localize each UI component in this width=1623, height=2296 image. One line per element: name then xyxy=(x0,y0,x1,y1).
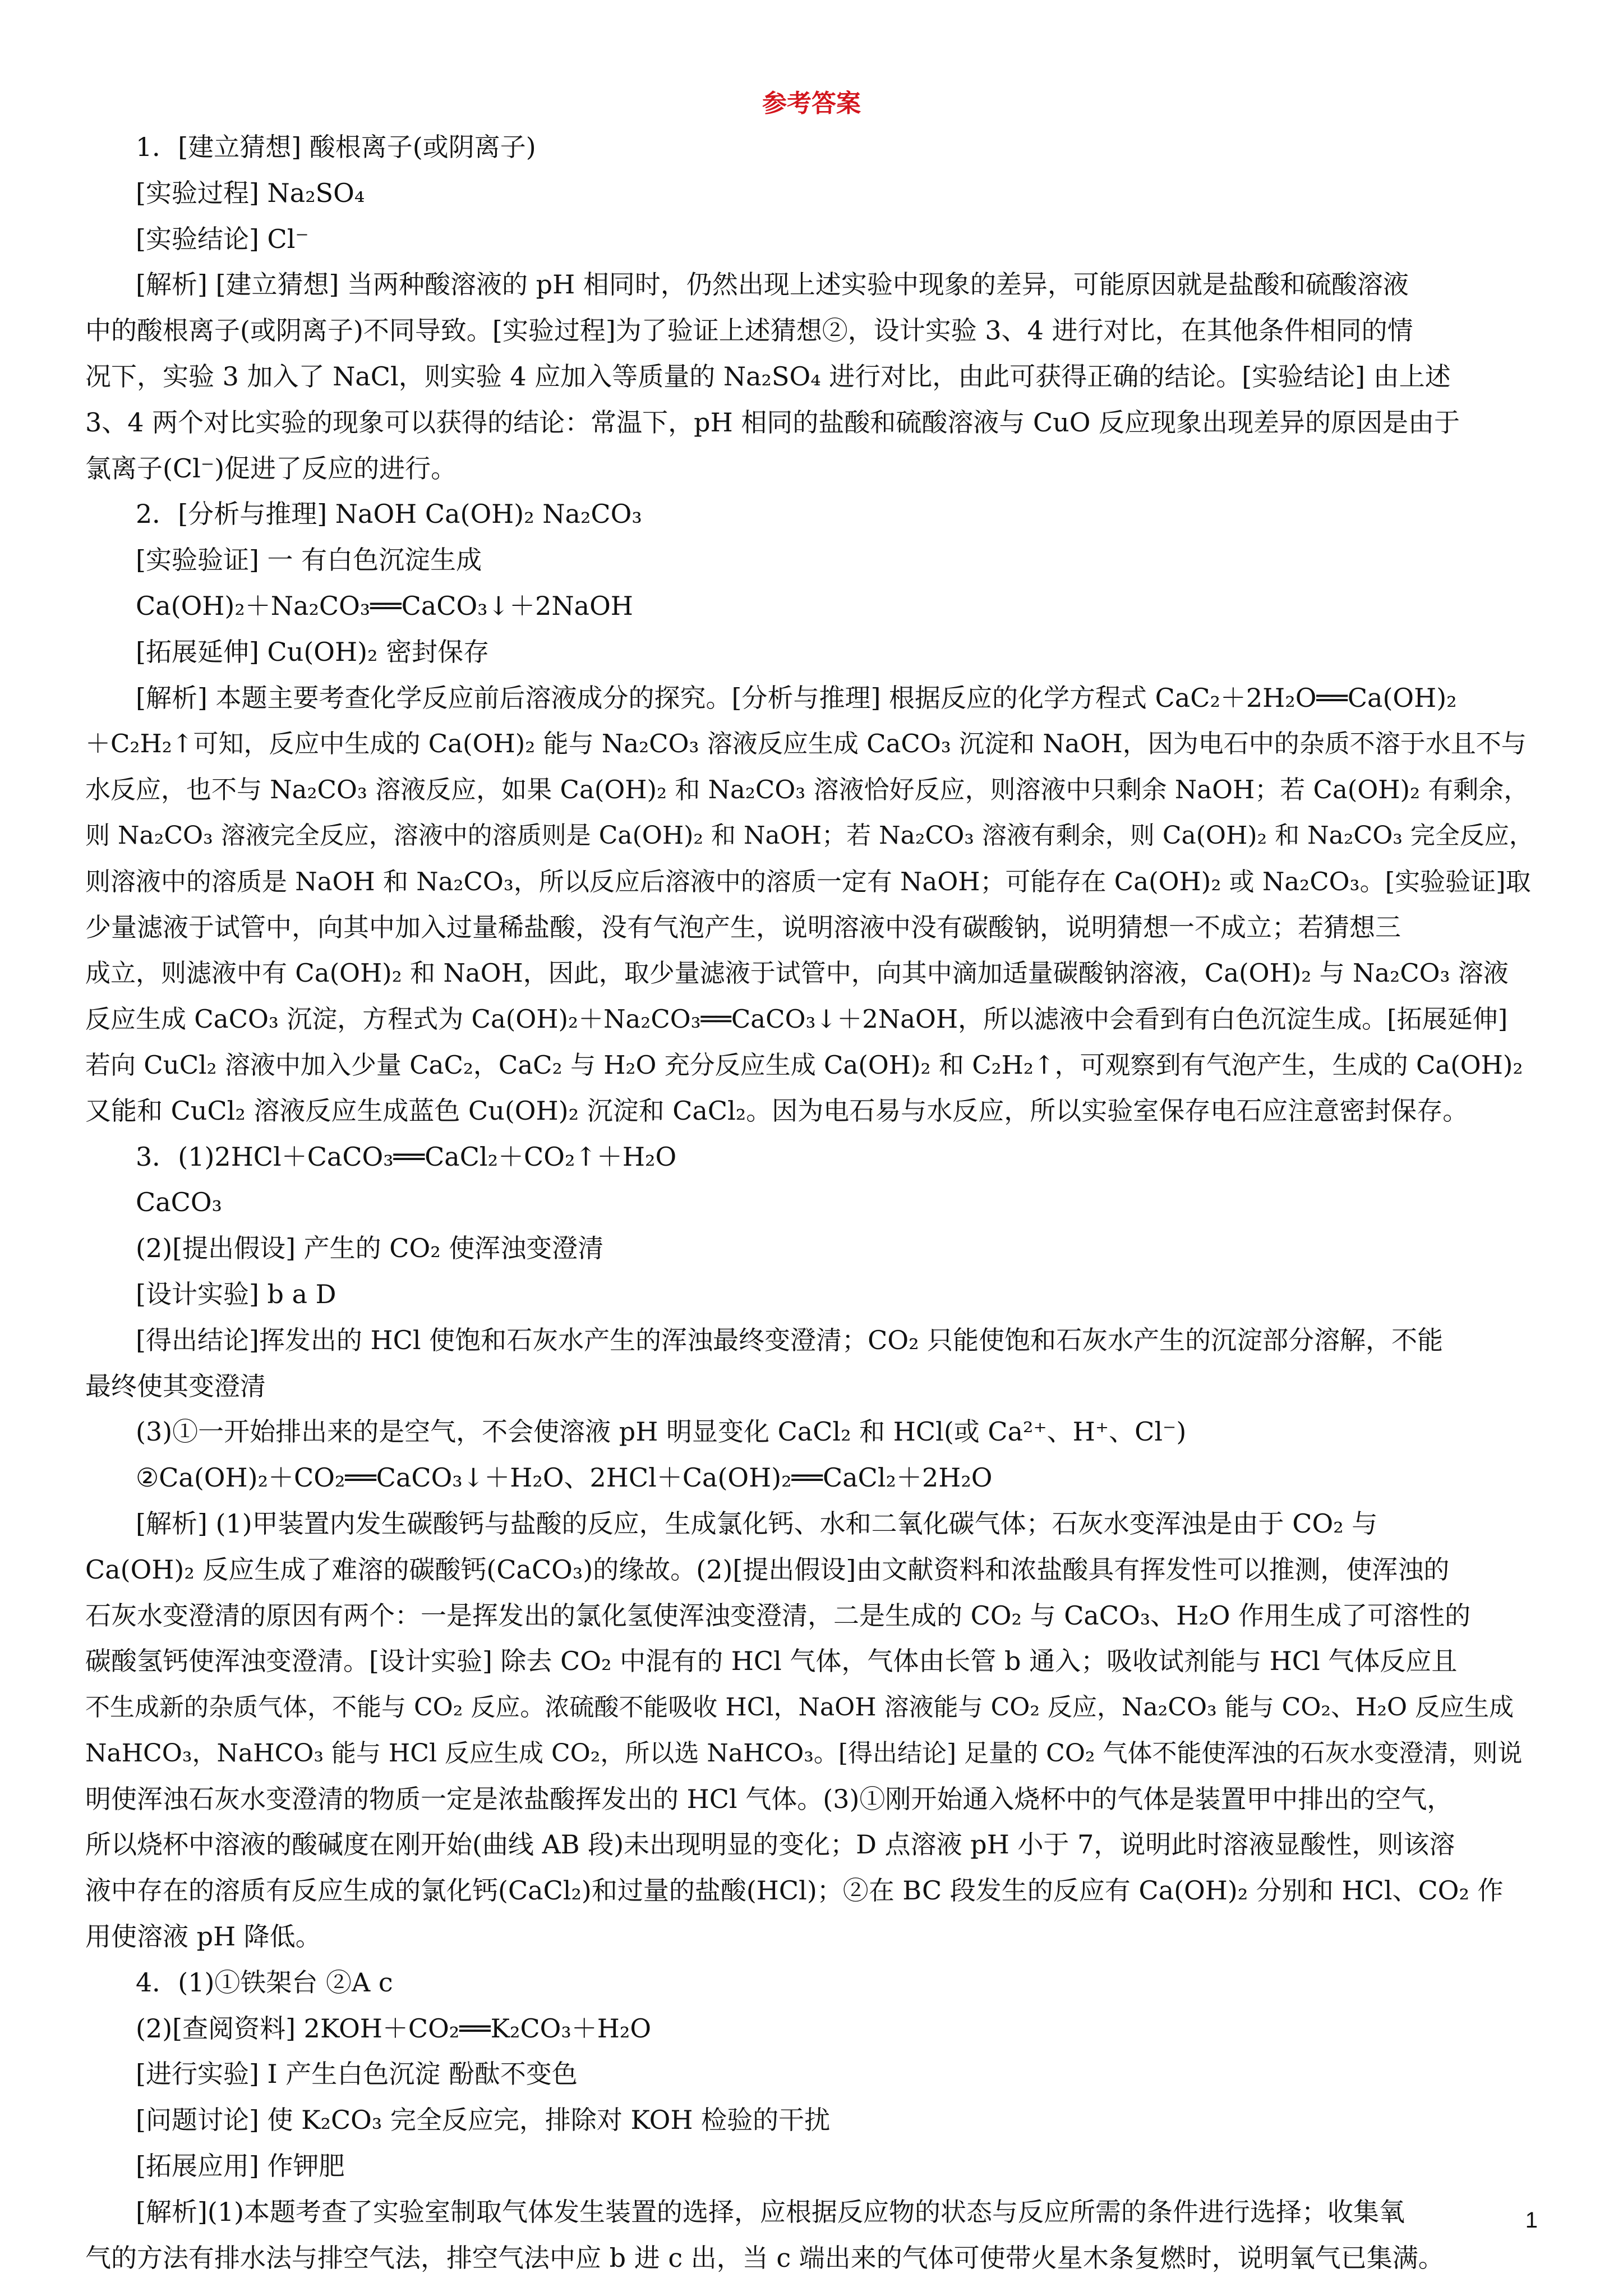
text-line: 最终使其变澄清 xyxy=(85,1370,266,1401)
text-line: 水反应，也不与 Na₂CO₃ 溶液反应，如果 Ca(OH)₂ 和 Na₂CO₃ 溶液恰好反应，则溶液中只剩余 NaOH；若 Ca(OH)₂ 有剩余， xyxy=(85,775,1529,805)
answer-content xyxy=(85,125,1538,2281)
text-line: 若向 CuCl₂ 溶液中加入少量 CaC₂，CaC₂ 与 H₂O 充分反应生成 Ca(OH)₂ 和 C₂H₂↑，可观察到有气泡产生，生成的 Ca(OH)₂ xyxy=(85,1050,1523,1080)
text-line: [进行实验] Ⅰ 产生白色沉淀 酚酞不变色 xyxy=(136,2059,578,2090)
text-line: Ca(OH)₂ 反应生成了难溶的碳酸钙(CaCO₃)的缘故。(2)[提出假设]由文献资料和浓盐酸具有挥发性可以推测，使浑浊的 xyxy=(85,1554,1450,1585)
text-line: 用使溶液 pH 降低。 xyxy=(85,1921,321,1952)
text-line: [设计实验] b a D xyxy=(136,1278,336,1309)
text-line: [拓展延伸] Cu(OH)₂ 密封保存 xyxy=(136,636,490,667)
page-title: 参考答案 xyxy=(762,89,861,118)
text-line: 氯离子(Cl⁻)促进了反应的进行。 xyxy=(85,453,457,484)
text-line: 又能和 CuCl₂ 溶液反应生成蓝色 Cu(OH)₂ 沉淀和 CaCl₂。因为电石易与水反应，所以实验室保存电石应注意密封保存。 xyxy=(85,1095,1469,1126)
text-line: 则 Na₂CO₃ 溶液完全反应，溶液中的溶质则是 Ca(OH)₂ 和 NaOH；若 Na₂CO₃ 溶液有剩余，则 Ca(OH)₂ 和 Na₂CO₃ 完全反应， xyxy=(85,821,1534,850)
text-line: [实验验证] 一 有白色沉淀生成 xyxy=(136,545,482,576)
text-line: 成立，则滤液中有 Ca(OH)₂ 和 NaOH，因此，取少量滤液于试管中，向其中滴加适量碳酸钠溶液，Ca(OH)₂ 与 Na₂CO₃ 溶液 xyxy=(85,958,1509,988)
text-line: 少量滤液于试管中，向其中加入过量稀盐酸，没有气泡产生，说明溶液中没有碳酸钠，说明猜想一不成立；若猜想三 xyxy=(85,912,1401,942)
text-line: NaHCO₃，NaHCO₃ 能与 HCl 反应生成 CO₂，所以选 NaHCO₃。[得出结论] 足量的 CO₂ 气体不能使浑浊的石灰水变澄清，则说 xyxy=(85,1738,1523,1768)
text-line: [实验结论] Cl⁻ xyxy=(136,223,309,254)
text-line: [问题讨论] 使 K₂CO₃ 完全反应完，排除对 KOH 检验的干扰 xyxy=(136,2105,831,2136)
text-line: [实验过程] Na₂SO₄ xyxy=(136,177,365,208)
text-line: (3)①一开始排出来的是空气，不会使溶液 pH 明显变化 CaCl₂ 和 HCl(或 Ca²⁺、H⁺、Cl⁻) xyxy=(136,1416,1187,1447)
text-line: [解析] 本题主要考查化学反应前后溶液成分的探究。[分析与推理] 根据反应的化学方程式 CaC₂＋2H₂O══Ca(OH)₂ xyxy=(136,682,1457,713)
text-line: [解析](1)本题考查了实验室制取气体发生装置的选择，应根据反应物的状态与反应所需的条件进行选择；收集氧 xyxy=(136,2196,1405,2227)
text-line: 反应生成 CaCO₃ 沉淀，方程式为 Ca(OH)₂＋Na₂CO₃══CaCO₃↓＋2NaOH，所以滤液中会看到有白色沉淀生成。[拓展延伸] xyxy=(85,1004,1508,1034)
text-line: 中的酸根离子(或阴离子)不同导致。[实验过程]为了验证上述猜想②，设计实验 3、4 进行对比，在其他条件相同的情 xyxy=(85,315,1413,346)
text-line: 3．(1)2HCl＋CaCO₃══CaCl₂＋CO₂↑＋H₂O xyxy=(136,1141,677,1172)
text-line: CaCO₃ xyxy=(136,1187,222,1218)
text-line: 石灰水变澄清的原因有两个：一是挥发出的氯化氢使浑浊变澄清，二是生成的 CO₂ 与 CaCO₃、H₂O 作用生成了可溶性的 xyxy=(85,1600,1471,1631)
text-line: Ca(OH)₂＋Na₂CO₃══CaCO₃↓＋2NaOH xyxy=(136,590,633,621)
text-line: [解析] (1)甲装置内发生碳酸钙与盐酸的反应，生成氯化钙、水和二氧化碳气体；石灰水变浑浊是由于 CO₂ 与 xyxy=(136,1508,1378,1539)
page-number: 1 xyxy=(1525,2208,1538,2233)
text-line: 气的方法有排水法与排空气法，排空气法中应 b 进 c 出，当 c 端出来的气体可使带火星木条复燃时，说明氧气已集满。 xyxy=(85,2242,1444,2273)
text-line: 4．(1)①铁架台 ②A c xyxy=(136,1967,393,1998)
text-line: 明使浑浊石灰水变澄清的物质一定是浓盐酸挥发出的 HCl 气体。(3)①刚开始通入烧杯中的气体是装置甲中排出的空气， xyxy=(85,1783,1453,1814)
text-line: [得出结论]挥发出的 HCl 使饱和石灰水产生的浑浊最终变澄清；CO₂ 只能使饱和石灰水产生的沉淀部分溶解，不能 xyxy=(136,1324,1444,1355)
text-line: ②Ca(OH)₂＋CO₂══CaCO₃↓＋H₂O、2HCl＋Ca(OH)₂══CaCl₂＋2H₂O xyxy=(136,1462,993,1493)
text-line: 则溶液中的溶质是 NaOH 和 Na₂CO₃，所以反应后溶液中的溶质一定有 NaOH；可能存在 Ca(OH)₂ 或 Na₂CO₃。[实验验证]取 xyxy=(85,866,1531,896)
text-line: (2)[提出假设] 产生的 CO₂ 使浑浊变澄清 xyxy=(136,1233,604,1264)
text-line: 3、4 两个对比实验的现象可以获得的结论：常温下，pH 相同的盐酸和硫酸溶液与 CuO 反应现象出现差异的原因是由于 xyxy=(85,407,1460,438)
text-line: ＋C₂H₂↑可知，反应中生成的 Ca(OH)₂ 能与 Na₂CO₃ 溶液反应生成 CaCO₃ 沉淀和 NaOH，因为电石中的杂质不溶于水且不与 xyxy=(85,729,1527,759)
text-line: 1．[建立猜想] 酸根离子(或阴离子) xyxy=(136,132,536,162)
text-line: 不生成新的杂质气体，不能与 CO₂ 反应。浓硫酸不能吸收 HCl，NaOH 溶液能与 CO₂ 反应，Na₂CO₃ 能与 CO₂、H₂O 反应生成 xyxy=(85,1693,1514,1722)
text-line: (2)[查阅资料] 2KOH＋CO₂══K₂CO₃＋H₂O xyxy=(136,2013,652,2044)
text-line: 液中存在的溶质有反应生成的氯化钙(CaCl₂)和过量的盐酸(HCl)；②在 BC 段发生的反应有 Ca(OH)₂ 分别和 HCl、CO₂ 作 xyxy=(85,1875,1504,1906)
text-line: 碳酸氢钙使浑浊变澄清。[设计实验] 除去 CO₂ 中混有的 HCl 气体，气体由长管 b 通入；吸收试剂能与 HCl 气体反应且 xyxy=(85,1646,1458,1677)
text-line: 2．[分析与推理] NaOH Ca(OH)₂ Na₂CO₃ xyxy=(136,499,642,530)
text-line: [拓展应用] 作钾肥 xyxy=(136,2151,345,2182)
text-line: 况下，实验 3 加入了 NaCl，则实验 4 应加入等质量的 Na₂SO₄ 进行对比，由此可获得正确的结论。[实验结论] 由上述 xyxy=(85,361,1451,392)
text-line: 所以烧杯中溶液的酸碱度在刚开始(曲线 AB 段)未出现明显的变化；D 点溶液 pH 小于 7，说明此时溶液显酸性，则该溶 xyxy=(85,1829,1455,1860)
text-line: [解析] [建立猜想] 当两种酸溶液的 pH 相同时，仍然出现上述实验中现象的差异，可能原因就是盐酸和硫酸溶液 xyxy=(136,269,1409,300)
